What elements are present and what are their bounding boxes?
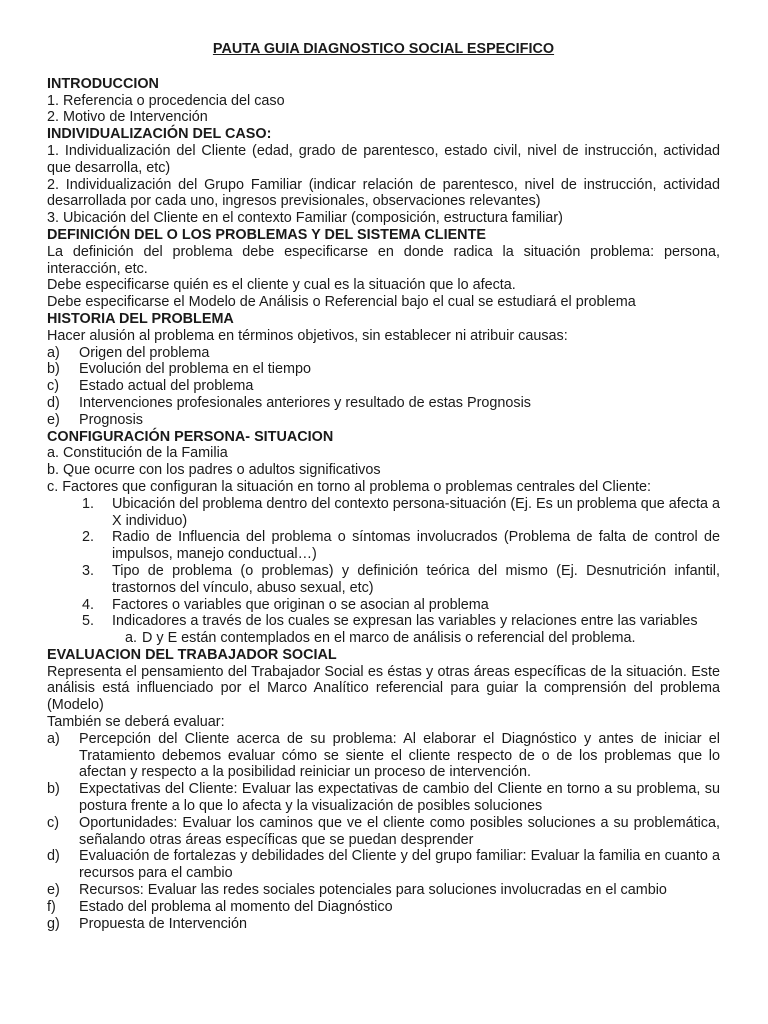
list-marker: c): [47, 378, 59, 395]
heading-evaluacion: EVALUACION DEL TRABAJADOR SOCIAL: [47, 646, 337, 663]
list-item: [47, 731, 720, 781]
list-marker: 5.: [82, 613, 95, 630]
list-text: Origen del problema: [79, 344, 210, 361]
list-item: [47, 412, 720, 429]
list-marker: e): [47, 882, 60, 899]
list-marker: e): [47, 411, 60, 428]
heading-historia: HISTORIA DEL PROBLEMA: [47, 310, 234, 327]
list-text: Oportunidades: Evaluar los caminos que ve el cliente como posibles soluciones a su problemática, señalando otras áreas específicas que se puedan desprender: [79, 814, 720, 848]
numbered-item: [79, 563, 720, 597]
numbered-item: [79, 529, 720, 563]
definicion-line: La definición del problema debe especificarse en donde radica la situación problema: persona, interacción, etc.: [47, 243, 720, 277]
list-text: Prognosis: [79, 411, 143, 428]
heading-configuracion: CONFIGURACIÓN PERSONA- SITUACION: [47, 428, 334, 445]
list-text: Tipo de problema (o problemas) y definición teórica del mismo (Ej. Desnutrición infantil, trastornos del vínculo, abuso sexual, etc): [112, 562, 720, 596]
list-item: [47, 848, 720, 882]
evaluacion-line: Representa el pensamiento del Trabajador Social es éstas y otras áreas específicas de la situación. Este análisis está influenciado por el Marco Analítico referencial para guiar la comprensión del problema (Modelo): [47, 663, 720, 714]
heading-definicion: DEFINICIÓN DEL O LOS PROBLEMAS Y DEL SISTEMA CLIENTE: [47, 226, 486, 243]
list-text: Estado del problema al momento del Diagnóstico: [79, 898, 393, 915]
list-text: Evaluación de fortalezas y debilidades del Cliente y del grupo familiar: Evaluar la familia en cuanto a recursos para el cambio: [79, 848, 720, 882]
list-text: Percepción del Cliente acerca de su problema: Al elaborar el Diagnóstico y antes de iniciar el Tratamiento debemos evaluar cómo se siente el cliente respecto de o de los problemas que lo afectan y respecto a la posibilidad reiniciar un proceso de intervención.: [79, 730, 720, 781]
definicion-line: Debe especificarse quién es el cliente y cual es la situación que lo afecta.: [47, 277, 516, 294]
list-marker: a.: [125, 630, 138, 647]
numbered-item: [79, 496, 720, 530]
configuracion-line: c. Factores que configuran la situación en torno al problema o problemas centrales del Cliente:: [47, 478, 651, 495]
list-text: Radio de Influencia del problema o síntomas involucrados (Problema de falta de control de impulsos, manejo conductual…): [112, 529, 720, 563]
list-item: [47, 815, 720, 849]
list-marker: 2.: [82, 529, 95, 546]
individualizacion-line: 3. Ubicación del Cliente en el contexto Familiar (composición, estructura familiar): [47, 210, 563, 227]
list-item: [47, 395, 720, 412]
list-text: Estado actual del problema: [79, 378, 254, 395]
numbered-item: [79, 613, 720, 630]
intro-line: 1. Referencia o procedencia del caso: [47, 92, 285, 109]
list-item: [47, 345, 720, 362]
list-text: Propuesta de Intervención: [79, 915, 248, 932]
list-marker: a): [47, 344, 60, 361]
sub-item: [125, 630, 720, 647]
list-text: Indicadores a través de los cuales se expresan las variables y relaciones entre las variables: [112, 613, 698, 630]
numbered-item: [79, 597, 720, 614]
list-text: Evolución del problema en el tiempo: [79, 361, 311, 378]
intro-line: 2. Motivo de Intervención: [47, 109, 208, 126]
individualizacion-line: 1. Individualización del Cliente (edad, grado de parentesco, estado civil, nivel de instrucción, actividad que desarrolla, etc): [47, 142, 720, 176]
list-marker: b): [47, 781, 60, 798]
list-marker: d): [47, 848, 60, 865]
list-marker: a): [47, 730, 60, 747]
list-marker: f): [47, 898, 56, 915]
individualizacion-line: 2. Individualización del Grupo Familiar (indicar relación de parentesco, nivel de instrucción, actividad desarrollada por cada uno, ingresos previsionales, observaciones relevantes): [47, 176, 720, 210]
list-marker: d): [47, 394, 60, 411]
list-marker: c): [47, 814, 59, 831]
list-item: [47, 361, 720, 378]
list-item: [47, 781, 720, 815]
list-item: [47, 899, 720, 916]
list-text: Expectativas del Cliente: Evaluar las expectativas de cambio del Cliente en torno a su problema, su postura frente a lo que lo afecta y la visualización de posibles soluciones: [79, 781, 720, 815]
list-text: Ubicación del problema dentro del contexto persona-situación (Ej. Es un problema que afecta a X individuo): [112, 495, 720, 529]
list-marker: 3.: [82, 562, 95, 579]
list-item: [47, 882, 720, 899]
list-item: [47, 916, 720, 933]
configuracion-line: a. Constitución de la Familia: [47, 445, 228, 462]
list-marker: b): [47, 361, 60, 378]
list-marker: 4.: [82, 596, 95, 613]
heading-individualizacion: INDIVIDUALIZACIÓN DEL CASO:: [47, 126, 272, 143]
list-text: Recursos: Evaluar las redes sociales potenciales para soluciones involucradas en el cambio: [79, 882, 667, 899]
historia-intro: Hacer alusión al problema en términos objetivos, sin establecer ni atribuir causas:: [47, 327, 568, 344]
evaluacion-line: También se deberá evaluar:: [47, 714, 225, 731]
configuracion-line: b. Que ocurre con los padres o adultos significativos: [47, 462, 381, 479]
document-title: PAUTA GUIA DIAGNOSTICO SOCIAL ESPECIFICO: [212, 41, 555, 57]
definicion-line: Debe especificarse el Modelo de Análisis o Referencial bajo el cual se estudiará el problema: [47, 294, 636, 311]
list-text: Intervenciones profesionales anteriores y resultado de estas Prognosis: [79, 394, 531, 411]
list-marker: 1.: [82, 495, 95, 512]
list-text: Factores o variables que originan o se asocian al problema: [112, 596, 489, 613]
list-marker: g): [47, 915, 60, 932]
list-text: D y E están contemplados en el marco de análisis o referencial del problema.: [142, 630, 636, 647]
list-item: [47, 378, 720, 395]
heading-introduccion: INTRODUCCION: [47, 75, 159, 92]
